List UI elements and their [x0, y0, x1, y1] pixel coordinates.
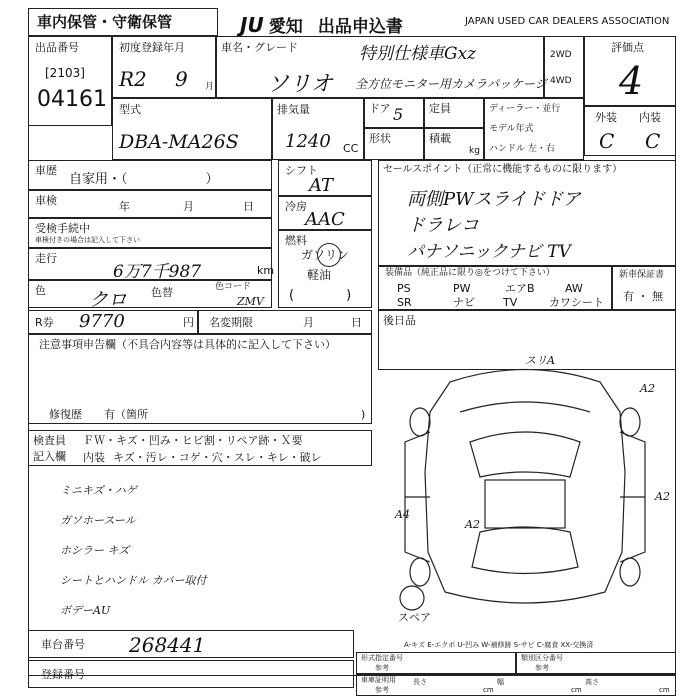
assoc-name: JAPAN USED CAR DEALERS ASSOCIATION: [465, 16, 670, 27]
reg-era: R2: [119, 67, 147, 91]
equip-seat: カワシート: [549, 296, 604, 309]
cooling-label: 冷房: [285, 200, 307, 213]
spare-tire: [400, 586, 424, 610]
equip-navi: ナビ: [453, 296, 475, 309]
drive-cell: [544, 36, 584, 98]
name-change-month: 月: [303, 316, 314, 329]
inspector-label-2: 記入欄: [33, 450, 66, 463]
color-code-value: ZMV: [237, 295, 264, 308]
name-change-label: 名変期限: [209, 316, 253, 329]
height-cm: cm: [659, 686, 670, 694]
repair-history-bracket: ): [361, 408, 366, 421]
roof: [485, 480, 565, 528]
reg-month-unit: 月: [205, 82, 215, 92]
fuel-gasoline: ガソリン: [301, 248, 350, 262]
equip-ps: PS: [397, 282, 411, 295]
color-value: クロ: [89, 289, 128, 311]
inspector-label-1: 検査員: [33, 434, 66, 447]
note-5: ボデーAU: [60, 604, 111, 617]
rear-right-wheel: [620, 558, 640, 586]
car-diagram: [390, 352, 660, 622]
fuel-diesel: 軽油: [307, 268, 332, 282]
hood-line: [460, 402, 590, 412]
cooling-value: AAC: [305, 209, 345, 230]
warranty-label: 新車保証書: [619, 270, 665, 280]
shape-cell: [364, 128, 424, 160]
note-1: ミニキズ・ハゲ: [60, 484, 137, 497]
history-cell: [28, 160, 272, 190]
receipt-cell: [28, 218, 272, 248]
car-name-cell: [216, 36, 547, 98]
model-value: DBA-MA26S: [119, 131, 239, 153]
mark-left: A4: [395, 508, 410, 521]
capacity-cell: [424, 98, 484, 128]
windshield: [470, 432, 580, 477]
storage-tag-box: [28, 8, 218, 36]
mark-front: スリA: [525, 354, 555, 367]
inspector-cell: [28, 430, 372, 466]
registration-label: 登録番号: [41, 668, 85, 681]
reg-month: 9: [175, 67, 188, 91]
class-code-label: 類別区分番号: [521, 654, 563, 662]
notes-cell: [28, 334, 372, 424]
spare-label: スペア: [398, 611, 431, 624]
garage-cert-label: 車庫証明用: [361, 676, 396, 684]
equip-tv: TV: [503, 296, 518, 309]
mileage-value: 6万7千987: [113, 262, 202, 282]
car-name-value: ソリオ: [267, 72, 333, 97]
receipt-note: 車検付きの場合は記入して下さい: [35, 236, 140, 244]
rating-value: 4: [619, 59, 644, 103]
dealer-label: ディーラー・並行: [489, 104, 561, 114]
model-year-label: モデル年式: [489, 124, 534, 134]
inspection-year-unit: 年: [119, 200, 130, 213]
name-change-cell: [198, 310, 372, 334]
mark-roof: A2: [465, 518, 480, 531]
displacement-value: 1240: [285, 131, 331, 152]
first-reg-cell: [112, 36, 216, 98]
shift-label: シフト: [285, 164, 318, 177]
header-logo: [240, 12, 403, 37]
kg-unit: kg: [469, 146, 480, 156]
handle-label: ハンドル 左・右: [489, 144, 555, 154]
inspection-label: 車検: [35, 194, 57, 207]
lot-number-label: 出品番号: [35, 41, 79, 54]
car-name-label: 車名・グレード: [221, 41, 298, 54]
name-change-day: 日: [351, 316, 362, 329]
interior-codes-label: 内装: [83, 451, 105, 464]
mark-front-right: A2: [640, 382, 655, 395]
rear-left-wheel: [410, 558, 430, 586]
equip-pw: PW: [453, 282, 471, 295]
km-unit: km: [257, 264, 275, 277]
lot-number-value: 04161: [37, 87, 107, 112]
length-cm: cm: [483, 686, 494, 694]
doors-label: ドア: [369, 102, 391, 115]
equipment-cell: [378, 266, 612, 310]
rear-window: [472, 527, 578, 574]
fuel-cell: [278, 230, 372, 308]
color-change-label: 色替: [151, 286, 173, 299]
type-cert-label: 形式指定番号: [361, 654, 403, 662]
inspection-month-unit: 月: [183, 200, 194, 213]
exterior-label: 外装: [595, 111, 617, 124]
garage-cert-ref: 参考: [375, 686, 389, 694]
notes-header: 注意事項申告欄（不具合内容等は具体的に記入して下さい）: [39, 338, 336, 351]
doors-cell: [364, 98, 424, 128]
doors-value: 5: [393, 105, 404, 124]
rating-cell: [584, 36, 676, 106]
shift-cell: [278, 160, 372, 196]
displacement-cell: [272, 98, 364, 160]
lot-number-cell: [28, 36, 112, 126]
logo-text: 愛知: [268, 17, 303, 37]
chassis-value: 268441: [129, 633, 206, 657]
sales-line3: パナソニックナビ TV: [407, 242, 571, 262]
model-label: 型式: [119, 103, 141, 116]
grade-line2: 全方位モニター用カメラパッケージ: [355, 77, 547, 91]
exterior-value: C: [599, 129, 615, 153]
width-cm: cm: [571, 686, 582, 694]
color-code-label: 色コード: [215, 282, 252, 292]
rating-label: 評価点: [611, 41, 644, 54]
equipment-label: 装備品（純正品に限り◎をつけて下さい）: [385, 268, 555, 278]
type-cert-cell: [356, 652, 516, 674]
equip-sr: SR: [397, 296, 412, 309]
mileage-label: 走行: [35, 252, 57, 265]
cooling-cell: [278, 196, 372, 230]
registration-cell: [28, 660, 354, 688]
length-label: 長さ: [413, 678, 427, 686]
sales-point-cell: [378, 160, 676, 266]
sales-point-label: セールスポイント（正常に機能するものに限ります）: [383, 164, 623, 175]
note-2: ガソホースール: [60, 514, 136, 527]
rear-items-label: 後日品: [383, 314, 416, 327]
note-4: シートとハンドル カバー取付: [60, 574, 207, 587]
sales-line2: ドラレコ: [407, 215, 479, 236]
damage-legend: A-キズ E-エクボ U-凹み W-補修跡 S-サビ C-腐食 XX-交換済: [404, 641, 594, 649]
recycle-value: 9770: [79, 311, 125, 332]
class-code-cell: [516, 652, 676, 674]
interior-value: C: [645, 129, 661, 153]
inspection-cell: [28, 190, 272, 218]
lot-sub: [2103]: [45, 66, 85, 80]
history-label: 車歴: [35, 164, 57, 177]
front-left-wheel: [410, 408, 430, 436]
chassis-cell: [28, 630, 354, 658]
mileage-cell: [28, 248, 275, 282]
load-label: 積載: [429, 132, 451, 145]
chassis-label: 車台番号: [41, 638, 85, 651]
grade-line1: 特別仕様車Gxz: [359, 44, 477, 64]
sales-line1: 両側PWスライドドア: [407, 189, 581, 210]
shape-label: 形状: [369, 132, 391, 145]
capacity-label: 定員: [429, 102, 451, 115]
color-cell: [28, 280, 272, 311]
equip-aw: AW: [565, 282, 583, 295]
garage-cert-cell: [356, 674, 676, 696]
recycle-cell: [28, 310, 198, 334]
repair-history-label: 修復歴 有（箇所: [49, 408, 148, 421]
interior-codes: キズ・汚レ・コゲ・穴・スレ・キレ・破レ: [113, 451, 322, 464]
car-body-outline: [425, 370, 625, 604]
fuel-selected-mark: [317, 243, 341, 267]
inspection-day-unit: 日: [243, 200, 254, 213]
wd4-label: 4WD: [550, 76, 572, 86]
mark-right: A2: [655, 490, 670, 503]
fuel-label: 燃料: [285, 234, 307, 247]
interior-label: 内装: [639, 111, 661, 124]
warranty-options: 有 ・ 無: [623, 290, 663, 303]
fuel-other-brackets: ( ): [289, 288, 352, 303]
type-cert-ref: 参考: [375, 664, 389, 672]
dealer-cell: [484, 98, 584, 160]
history-value: 自家用・（ ）: [69, 172, 219, 187]
exterior-codes: ＦＷ・キズ・凹み・ヒビ割・リペア跡・Ｘ要: [83, 434, 303, 447]
cc-unit: CC: [343, 142, 359, 155]
logo-mark: JU: [240, 13, 264, 37]
width-label: 幅: [497, 678, 504, 686]
equip-airbag: エアB: [505, 282, 535, 295]
recycle-label: R券: [35, 316, 54, 329]
front-right-wheel: [620, 408, 640, 436]
note-3: ホシラー キズ: [60, 544, 130, 557]
color-label: 色: [35, 284, 46, 297]
model-cell: [112, 98, 272, 160]
load-cell: [424, 128, 484, 160]
storage-tag: 車内保管・守衛保管: [37, 13, 173, 31]
exterior-interior-cell: [584, 106, 676, 156]
notes-list: [60, 482, 207, 618]
warranty-cell: [612, 266, 676, 310]
shift-value: AT: [309, 175, 334, 196]
receipt-label: 受検手続中: [35, 222, 90, 235]
displacement-label: 排気量: [277, 103, 310, 116]
class-code-ref: 参考: [535, 664, 549, 672]
wd2-label: 2WD: [550, 50, 572, 60]
recycle-yen: 円: [183, 316, 194, 329]
first-reg-label: 初度登録年月: [119, 41, 185, 54]
height-label: 高さ: [585, 678, 599, 686]
doc-title: 出品申込書: [317, 17, 403, 37]
